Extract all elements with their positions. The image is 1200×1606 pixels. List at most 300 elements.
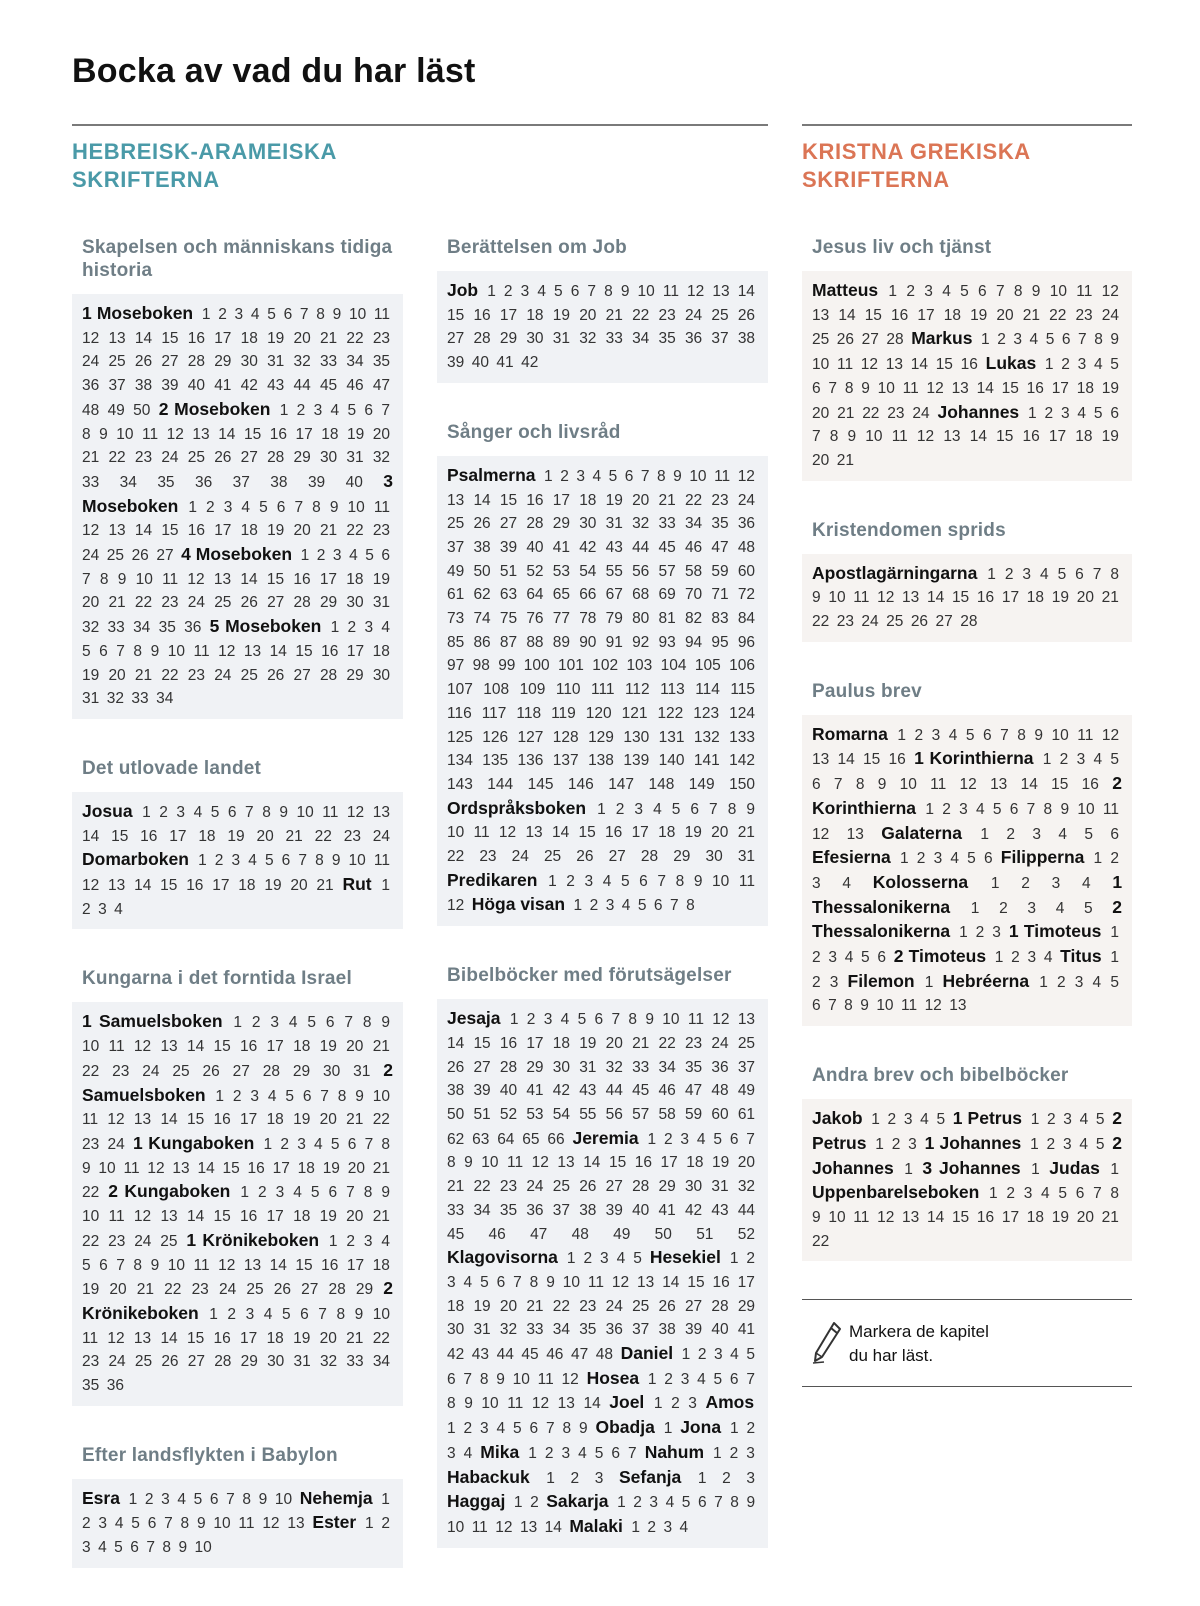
chapter-checkbox[interactable]: 11	[687, 1011, 704, 1029]
chapter-checkbox[interactable]: 16	[247, 1159, 265, 1177]
chapter-checkbox[interactable]: 32	[499, 1321, 518, 1339]
chapter-checkbox[interactable]: 14	[473, 491, 491, 509]
chapter-checkbox[interactable]: 8	[362, 1014, 372, 1032]
chapter-checkbox[interactable]: 17	[917, 306, 935, 324]
chapter-checkbox[interactable]: 4	[241, 498, 251, 516]
chapter-checkbox[interactable]: 1	[875, 1135, 884, 1153]
chapter-checkbox[interactable]: 6	[1110, 404, 1119, 422]
chapter-checkbox[interactable]: 7	[294, 498, 304, 516]
chapter-checkbox[interactable]: 11	[738, 872, 755, 890]
chapter-checkbox[interactable]: 22	[346, 329, 364, 347]
chapter-checkbox[interactable]: 29	[355, 1281, 374, 1299]
chapter-checkbox[interactable]: 37	[711, 330, 729, 348]
chapter-checkbox[interactable]: 12	[712, 1011, 730, 1029]
chapter-checkbox[interactable]: 18	[1026, 1208, 1045, 1226]
chapter-checkbox[interactable]: 13	[243, 642, 262, 660]
chapter-checkbox[interactable]: 13	[525, 824, 543, 842]
chapter-checkbox[interactable]: 1	[663, 1420, 673, 1438]
chapter-checkbox[interactable]: 25	[737, 1034, 756, 1052]
chapter-checkbox[interactable]: 6	[639, 872, 648, 890]
chapter-checkbox[interactable]: 11	[891, 428, 908, 446]
chapter-checkbox[interactable]: 73	[447, 610, 465, 628]
chapter-checkbox[interactable]: 5	[1095, 1135, 1105, 1153]
chapter-checkbox[interactable]: 7	[611, 1011, 621, 1029]
chapter-checkbox[interactable]: 7	[709, 800, 718, 818]
chapter-checkbox[interactable]: 6	[227, 803, 237, 821]
chapter-checkbox[interactable]: 28	[293, 594, 311, 612]
chapter-checkbox[interactable]: 53	[552, 562, 570, 580]
chapter-checkbox[interactable]: 19	[293, 1329, 311, 1347]
chapter-checkbox[interactable]: 135	[482, 752, 509, 770]
chapter-checkbox[interactable]: 47	[684, 1082, 703, 1100]
chapter-checkbox[interactable]: 4	[193, 803, 203, 821]
chapter-checkbox[interactable]: 14	[544, 1518, 562, 1536]
chapter-checkbox[interactable]: 21	[372, 1208, 390, 1226]
chapter-checkbox[interactable]: 42	[552, 1082, 570, 1100]
chapter-checkbox[interactable]: 21	[632, 1034, 650, 1052]
chapter-checkbox[interactable]: 34	[133, 619, 151, 637]
chapter-checkbox[interactable]: 36	[711, 1058, 729, 1076]
chapter-checkbox[interactable]: 16	[712, 1273, 730, 1291]
chapter-checkbox[interactable]: 10	[865, 428, 883, 446]
chapter-checkbox[interactable]: 10	[135, 570, 153, 588]
chapter-checkbox[interactable]: 9	[673, 467, 682, 485]
chapter-checkbox[interactable]: 11	[901, 997, 918, 1015]
chapter-checkbox[interactable]: 20	[109, 1281, 127, 1299]
chapter-checkbox[interactable]: 11	[473, 824, 490, 842]
chapter-checkbox[interactable]: 45	[447, 1225, 465, 1243]
chapter-checkbox[interactable]: 29	[214, 353, 232, 371]
chapter-checkbox[interactable]: 4	[1093, 751, 1103, 769]
chapter-checkbox[interactable]: 9	[812, 1208, 821, 1226]
chapter-checkbox[interactable]: 66	[579, 586, 597, 604]
chapter-checkbox[interactable]: 34	[632, 330, 650, 348]
chapter-checkbox[interactable]: 5	[554, 283, 563, 300]
chapter-checkbox[interactable]: 27	[187, 1353, 205, 1371]
chapter-checkbox[interactable]: 143	[447, 775, 473, 793]
chapter-checkbox[interactable]: 50	[473, 562, 491, 580]
chapter-checkbox[interactable]: 45	[319, 377, 338, 395]
chapter-checkbox[interactable]: 2	[1059, 751, 1069, 769]
chapter-checkbox[interactable]: 28	[473, 330, 491, 348]
chapter-checkbox[interactable]: 1	[566, 1250, 576, 1268]
chapter-checkbox[interactable]: 10	[1051, 726, 1069, 744]
chapter-checkbox[interactable]: 4	[1055, 899, 1065, 917]
chapter-checkbox[interactable]: 3	[313, 401, 323, 419]
chapter-checkbox[interactable]: 7	[463, 1370, 473, 1388]
chapter-checkbox[interactable]: 38	[134, 377, 153, 395]
chapter-checkbox[interactable]: 10	[637, 283, 655, 300]
chapter-checkbox[interactable]: 25	[632, 1297, 650, 1315]
chapter-checkbox[interactable]: 5	[713, 1130, 722, 1148]
chapter-checkbox[interactable]: 23	[372, 522, 391, 540]
chapter-checkbox[interactable]: 8	[1094, 331, 1103, 349]
chapter-checkbox[interactable]: 24	[142, 1062, 160, 1080]
chapter-checkbox[interactable]: 7	[1092, 565, 1102, 583]
chapter-checkbox[interactable]: 115	[730, 681, 756, 699]
chapter-checkbox[interactable]: 12	[218, 642, 236, 660]
chapter-checkbox[interactable]: 7	[628, 1444, 637, 1462]
chapter-checkbox[interactable]: 11	[123, 1159, 140, 1177]
chapter-checkbox[interactable]: 23	[191, 1281, 209, 1299]
chapter-checkbox[interactable]: 17	[660, 1154, 678, 1172]
chapter-checkbox[interactable]: 2	[615, 800, 625, 818]
chapter-checkbox[interactable]: 28	[886, 331, 904, 349]
chapter-checkbox[interactable]: 2	[206, 498, 215, 516]
chapter-checkbox[interactable]: 8	[337, 1087, 347, 1105]
chapter-checkbox[interactable]: 5	[114, 1539, 123, 1557]
chapter-checkbox[interactable]: 4	[330, 401, 340, 419]
chapter-checkbox[interactable]: 33	[82, 473, 100, 491]
chapter-checkbox[interactable]: 14	[269, 1256, 287, 1274]
chapter-checkbox[interactable]: 3	[812, 874, 821, 892]
chapter-checkbox[interactable]: 14	[583, 1395, 601, 1413]
chapter-checkbox[interactable]: 29	[526, 1058, 544, 1076]
chapter-checkbox[interactable]: 24	[372, 827, 391, 845]
chapter-checkbox[interactable]: 76	[526, 610, 544, 628]
chapter-checkbox[interactable]: 10	[828, 589, 846, 607]
chapter-checkbox[interactable]: 27	[605, 1178, 623, 1196]
chapter-checkbox[interactable]: 29	[658, 1178, 676, 1196]
chapter-checkbox[interactable]: 18	[266, 1111, 284, 1129]
chapter-checkbox[interactable]: 5	[967, 850, 976, 868]
chapter-checkbox[interactable]: 3	[746, 1469, 755, 1487]
chapter-checkbox[interactable]: 17	[266, 1038, 284, 1056]
chapter-checkbox[interactable]: 36	[684, 330, 703, 348]
chapter-checkbox[interactable]: 12	[877, 1208, 895, 1226]
chapter-checkbox[interactable]: 19	[970, 306, 988, 324]
chapter-checkbox[interactable]: 3	[447, 1444, 456, 1462]
chapter-checkbox[interactable]: 5	[671, 800, 681, 818]
chapter-checkbox[interactable]: 9	[1031, 283, 1041, 300]
chapter-checkbox[interactable]: 37	[737, 1058, 756, 1076]
chapter-checkbox[interactable]: 8	[1043, 800, 1053, 818]
chapter-checkbox[interactable]: 8	[162, 1539, 172, 1557]
chapter-checkbox[interactable]: 126	[482, 728, 509, 746]
chapter-checkbox[interactable]: 26	[267, 666, 285, 684]
chapter-checkbox[interactable]: 21	[319, 329, 338, 347]
chapter-checkbox[interactable]: 14	[134, 329, 153, 347]
chapter-checkbox[interactable]: 18	[297, 1159, 315, 1177]
chapter-checkbox[interactable]: 1	[925, 800, 934, 818]
chapter-checkbox[interactable]: 18	[447, 1297, 465, 1315]
chapter-checkbox[interactable]: 16	[1022, 428, 1040, 446]
chapter-checkbox[interactable]: 20	[632, 491, 650, 509]
chapter-checkbox[interactable]: 68	[632, 586, 650, 604]
chapter-checkbox[interactable]: 56	[632, 562, 650, 580]
chapter-checkbox[interactable]: 1	[263, 1135, 273, 1153]
chapter-checkbox[interactable]: 60	[737, 562, 756, 580]
chapter-checkbox[interactable]: 48	[595, 1346, 614, 1364]
chapter-checkbox[interactable]: 3	[520, 283, 530, 300]
chapter-checkbox[interactable]: 12	[924, 997, 942, 1015]
chapter-checkbox[interactable]: 25	[172, 1062, 190, 1080]
chapter-checkbox[interactable]: 3	[688, 1395, 697, 1413]
chapter-checkbox[interactable]: 34	[156, 690, 174, 708]
chapter-checkbox[interactable]: 2	[570, 1469, 580, 1487]
chapter-checkbox[interactable]: 10	[213, 1515, 231, 1533]
chapter-checkbox[interactable]: 22	[82, 1062, 100, 1080]
chapter-checkbox[interactable]: 1	[899, 850, 909, 868]
chapter-checkbox[interactable]: 26	[240, 594, 258, 612]
chapter-checkbox[interactable]: 45	[658, 538, 676, 556]
chapter-checkbox[interactable]: 15	[951, 1208, 970, 1226]
chapter-checkbox[interactable]: 3	[364, 619, 374, 637]
chapter-checkbox[interactable]: 27	[267, 594, 285, 612]
chapter-checkbox[interactable]: 41	[552, 538, 570, 556]
chapter-checkbox[interactable]: 4	[616, 1250, 626, 1268]
chapter-checkbox[interactable]: 12	[346, 803, 365, 821]
chapter-checkbox[interactable]: 29	[292, 1062, 311, 1080]
chapter-checkbox[interactable]: 10	[372, 1087, 390, 1105]
chapter-checkbox[interactable]: 6	[496, 1273, 506, 1291]
chapter-checkbox[interactable]: 55	[605, 562, 623, 580]
chapter-checkbox[interactable]: 2	[258, 1184, 267, 1202]
chapter-checkbox[interactable]: 2	[232, 1087, 242, 1105]
chapter-checkbox[interactable]: 22	[862, 404, 880, 422]
chapter-checkbox[interactable]: 20	[290, 877, 308, 895]
chapter-checkbox[interactable]: 30	[447, 1321, 465, 1339]
chapter-checkbox[interactable]: 4	[98, 1539, 107, 1557]
chapter-checkbox[interactable]: 2	[526, 1011, 536, 1029]
chapter-checkbox[interactable]: 11	[82, 1329, 99, 1347]
chapter-checkbox[interactable]: 17	[1001, 589, 1020, 607]
chapter-checkbox[interactable]: 26	[131, 547, 149, 565]
chapter-checkbox[interactable]: 4	[248, 852, 257, 870]
chapter-checkbox[interactable]: 5	[620, 872, 630, 890]
chapter-checkbox[interactable]: 2	[346, 1232, 355, 1250]
chapter-checkbox[interactable]: 4	[1092, 973, 1102, 991]
chapter-checkbox[interactable]: 11	[1076, 283, 1093, 300]
chapter-checkbox[interactable]: 38	[737, 330, 756, 348]
chapter-checkbox[interactable]: 28	[640, 848, 659, 866]
chapter-checkbox[interactable]: 3	[1027, 899, 1037, 917]
chapter-checkbox[interactable]: 50	[133, 401, 151, 419]
chapter-checkbox[interactable]: 16	[605, 824, 623, 842]
chapter-checkbox[interactable]: 26	[579, 1178, 597, 1196]
chapter-checkbox[interactable]: 19	[267, 329, 285, 347]
chapter-checkbox[interactable]: 18	[372, 642, 390, 660]
chapter-checkbox[interactable]: 17	[240, 1329, 258, 1347]
chapter-checkbox[interactable]: 16	[960, 356, 978, 374]
chapter-checkbox[interactable]: 20	[372, 425, 391, 443]
chapter-checkbox[interactable]: 7	[1093, 1185, 1102, 1203]
chapter-checkbox[interactable]: 20	[82, 594, 100, 612]
chapter-checkbox[interactable]: 5	[259, 498, 268, 516]
chapter-checkbox[interactable]: 114	[695, 681, 720, 699]
chapter-checkbox[interactable]: 6	[99, 642, 108, 660]
chapter-checkbox[interactable]: 3	[447, 1273, 456, 1291]
chapter-checkbox[interactable]: 3	[250, 1087, 259, 1105]
chapter-checkbox[interactable]: 31	[353, 1062, 371, 1080]
chapter-checkbox[interactable]: 6	[1110, 825, 1119, 843]
chapter-checkbox[interactable]: 23	[1075, 306, 1093, 324]
chapter-checkbox[interactable]: 35	[499, 1201, 518, 1219]
chapter-checkbox[interactable]: 3	[245, 1305, 255, 1323]
chapter-checkbox[interactable]: 103	[626, 657, 653, 675]
chapter-checkbox[interactable]: 42	[579, 538, 597, 556]
chapter-checkbox[interactable]: 24	[861, 613, 879, 631]
chapter-checkbox[interactable]: 13	[213, 570, 232, 588]
chapter-checkbox[interactable]: 31	[473, 1321, 491, 1339]
chapter-checkbox[interactable]: 3	[270, 1014, 280, 1032]
chapter-checkbox[interactable]: 20	[1076, 589, 1094, 607]
chapter-checkbox[interactable]: 4	[653, 800, 662, 818]
chapter-checkbox[interactable]: 119	[551, 704, 576, 722]
chapter-checkbox[interactable]: 14	[969, 428, 987, 446]
chapter-checkbox[interactable]: 12	[82, 877, 100, 895]
chapter-checkbox[interactable]: 13	[943, 428, 961, 446]
chapter-checkbox[interactable]: 84	[737, 610, 756, 628]
chapter-checkbox[interactable]: 65	[522, 1130, 540, 1148]
chapter-checkbox[interactable]: 42	[684, 1201, 703, 1219]
chapter-checkbox[interactable]: 29	[293, 449, 311, 467]
chapter-checkbox[interactable]: 136	[517, 752, 544, 770]
chapter-checkbox[interactable]: 33	[346, 1353, 364, 1371]
chapter-checkbox[interactable]: 1	[300, 547, 310, 565]
chapter-checkbox[interactable]: 11	[507, 1154, 524, 1172]
chapter-checkbox[interactable]: 1	[528, 1444, 537, 1462]
chapter-checkbox[interactable]: 24	[214, 666, 232, 684]
chapter-checkbox[interactable]: 11	[373, 498, 390, 516]
chapter-checkbox[interactable]: 1	[513, 1494, 523, 1512]
chapter-checkbox[interactable]: 18	[686, 1154, 704, 1172]
chapter-checkbox[interactable]: 15	[608, 1154, 627, 1172]
chapter-checkbox[interactable]: 19	[1101, 428, 1119, 446]
chapter-checkbox[interactable]: 4	[665, 1494, 675, 1512]
chapter-checkbox[interactable]: 15	[473, 1034, 491, 1052]
chapter-checkbox[interactable]: 2	[1004, 565, 1014, 583]
chapter-checkbox[interactable]: 31	[267, 353, 285, 371]
chapter-checkbox[interactable]: 7	[82, 570, 91, 588]
chapter-checkbox[interactable]: 13	[902, 589, 920, 607]
chapter-checkbox[interactable]: 123	[693, 704, 720, 722]
chapter-checkbox[interactable]: 15	[213, 1038, 231, 1056]
chapter-checkbox[interactable]: 26	[473, 515, 491, 533]
chapter-checkbox[interactable]: 7	[587, 283, 597, 300]
chapter-checkbox[interactable]: 20	[346, 1208, 364, 1226]
chapter-checkbox[interactable]: 1	[994, 949, 1004, 967]
chapter-checkbox[interactable]: 3	[1074, 973, 1084, 991]
chapter-checkbox[interactable]: 20	[293, 522, 311, 540]
chapter-checkbox[interactable]: 11	[82, 1111, 99, 1129]
chapter-checkbox[interactable]: 10	[1077, 800, 1095, 818]
chapter-checkbox[interactable]: 2	[891, 1135, 901, 1153]
chapter-checkbox[interactable]: 47	[530, 1225, 548, 1243]
chapter-checkbox[interactable]: 23	[112, 1062, 130, 1080]
chapter-checkbox[interactable]: 11	[930, 776, 947, 794]
chapter-checkbox[interactable]: 2	[697, 1346, 707, 1364]
chapter-checkbox[interactable]: 32	[319, 1353, 338, 1371]
chapter-checkbox[interactable]: 5	[1095, 1111, 1105, 1129]
chapter-checkbox[interactable]: 10	[812, 356, 830, 374]
chapter-checkbox[interactable]: 14	[240, 570, 258, 588]
chapter-checkbox[interactable]: 11	[853, 1208, 870, 1226]
chapter-checkbox[interactable]: 49	[447, 562, 465, 580]
chapter-checkbox[interactable]: 23	[82, 1135, 100, 1153]
chapter-checkbox[interactable]: 20	[499, 1297, 518, 1315]
chapter-checkbox[interactable]: 54	[579, 562, 597, 580]
chapter-checkbox[interactable]: 8	[855, 776, 865, 794]
chapter-checkbox[interactable]: 5	[82, 642, 91, 660]
chapter-checkbox[interactable]: 1	[989, 1185, 998, 1203]
chapter-checkbox[interactable]: 20	[812, 404, 830, 422]
chapter-checkbox[interactable]: 17	[737, 1273, 755, 1291]
chapter-checkbox[interactable]: 1	[713, 1444, 722, 1462]
chapter-checkbox[interactable]: 15	[161, 329, 179, 347]
chapter-checkbox[interactable]: 101	[558, 657, 584, 675]
chapter-checkbox[interactable]: 32	[82, 619, 100, 637]
chapter-checkbox[interactable]: 2	[1044, 404, 1054, 422]
chapter-checkbox[interactable]: 42	[521, 354, 539, 372]
chapter-checkbox[interactable]: 23	[161, 594, 179, 612]
chapter-checkbox[interactable]: 9	[354, 1305, 364, 1323]
chapter-checkbox[interactable]: 4	[1041, 1185, 1050, 1203]
chapter-checkbox[interactable]: 5	[746, 1346, 755, 1364]
chapter-checkbox[interactable]: 14	[976, 379, 994, 397]
chapter-checkbox[interactable]: 3	[231, 852, 241, 870]
chapter-checkbox[interactable]: 41	[658, 1201, 676, 1219]
chapter-checkbox[interactable]: 11	[238, 1515, 255, 1533]
chapter-checkbox[interactable]: 10	[447, 1518, 465, 1536]
chapter-checkbox[interactable]: 19	[684, 824, 702, 842]
chapter-checkbox[interactable]: 22	[1049, 306, 1067, 324]
chapter-checkbox[interactable]: 39	[473, 1082, 491, 1100]
chapter-checkbox[interactable]: 21	[82, 449, 100, 467]
chapter-checkbox[interactable]: 3	[992, 924, 1001, 942]
chapter-checkbox[interactable]: 5	[861, 949, 870, 967]
chapter-checkbox[interactable]: 14	[662, 1273, 680, 1291]
chapter-checkbox[interactable]: 4	[592, 467, 602, 485]
chapter-checkbox[interactable]: 33	[319, 353, 338, 371]
chapter-checkbox[interactable]: 34	[119, 473, 137, 491]
chapter-checkbox[interactable]: 17	[319, 570, 338, 588]
chapter-checkbox[interactable]: 43	[579, 1082, 597, 1100]
chapter-checkbox[interactable]: 9	[99, 425, 108, 443]
chapter-checkbox[interactable]: 64	[497, 1130, 515, 1148]
chapter-checkbox[interactable]: 35	[684, 1058, 703, 1076]
chapter-checkbox[interactable]: 33	[107, 619, 125, 637]
chapter-checkbox[interactable]: 7	[670, 897, 679, 915]
chapter-checkbox[interactable]: 64	[526, 586, 544, 604]
chapter-checkbox[interactable]: 6	[812, 379, 821, 397]
chapter-checkbox[interactable]: 109	[519, 681, 546, 699]
chapter-checkbox[interactable]: 137	[552, 752, 579, 770]
chapter-checkbox[interactable]: 1	[573, 897, 583, 915]
chapter-checkbox[interactable]: 12	[687, 283, 705, 300]
chapter-checkbox[interactable]: 3	[829, 973, 839, 991]
chapter-checkbox[interactable]: 144	[487, 775, 514, 793]
chapter-checkbox[interactable]: 5	[210, 803, 220, 821]
chapter-checkbox[interactable]: 22	[447, 848, 465, 866]
chapter-checkbox[interactable]: 2	[942, 800, 951, 818]
chapter-checkbox[interactable]: 6	[276, 498, 286, 516]
chapter-checkbox[interactable]: 130	[623, 728, 650, 746]
chapter-checkbox[interactable]: 3	[576, 467, 585, 485]
chapter-checkbox[interactable]: 67	[605, 586, 623, 604]
chapter-checkbox[interactable]: 12	[166, 425, 184, 443]
chapter-checkbox[interactable]: 57	[658, 562, 676, 580]
chapter-checkbox[interactable]: 28	[214, 1353, 232, 1371]
chapter-checkbox[interactable]: 13	[160, 1208, 178, 1226]
chapter-checkbox[interactable]: 2	[999, 899, 1008, 917]
chapter-checkbox[interactable]: 44	[737, 1201, 756, 1219]
chapter-checkbox[interactable]: 5	[330, 1135, 340, 1153]
chapter-checkbox[interactable]: 15	[996, 428, 1014, 446]
chapter-checkbox[interactable]: 6	[347, 1135, 357, 1153]
chapter-checkbox[interactable]: 13	[108, 877, 126, 895]
chapter-checkbox[interactable]: 7	[657, 872, 666, 890]
